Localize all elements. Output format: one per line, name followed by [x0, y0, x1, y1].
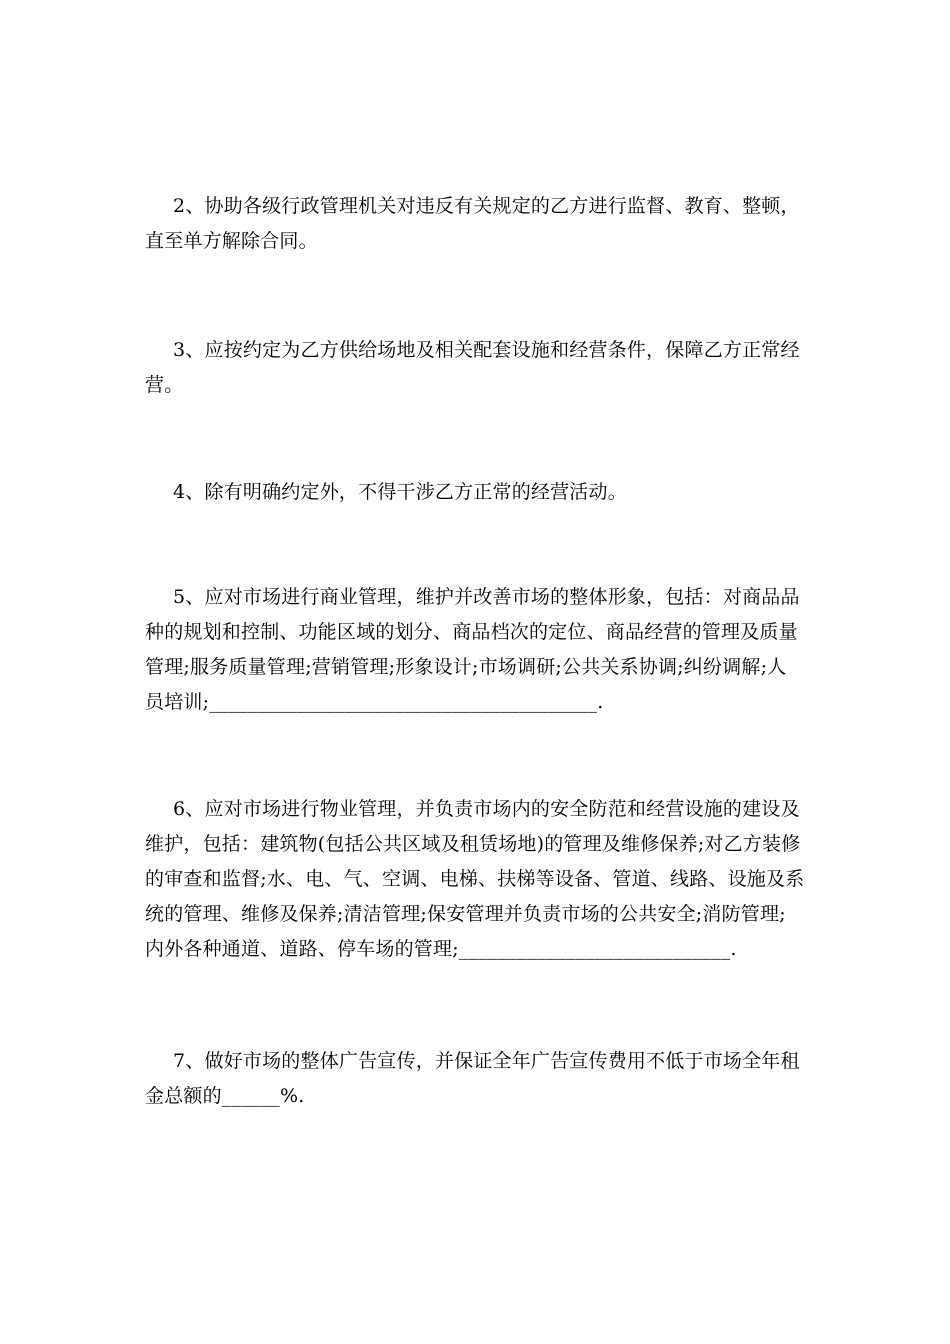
clause-5-line-1: 5、应对市场进行商业管理，维护并改善市场的整体形象，包括：对商品品 — [173, 586, 800, 608]
clause-4-paragraph — [145, 475, 810, 510]
clause-3-line-2: 营。 — [145, 374, 184, 396]
clause-7-line-1: 7、做好市场的整体广告宣传，并保证全年广告宣传费用不低于市场全年租 — [173, 1050, 800, 1072]
clause-2-line-2: 直至单方解除合同。 — [145, 230, 318, 252]
clause-6-line-5: 内外各种通道、道路、停车场的管理;____________________________. — [145, 938, 737, 960]
clause-6-line-1: 6、应对市场进行物业管理，并负责市场内的安全防范和经营设施的建设及 — [173, 798, 800, 820]
clause-6-paragraph — [145, 792, 810, 967]
clause-2-paragraph — [145, 189, 810, 259]
clause-5-line-3: 管理;服务质量管理;营销管理;形象设计;市场调研;公共关系协调;纠纷调解;人 — [145, 656, 787, 678]
clause-7-paragraph — [145, 1044, 810, 1114]
clause-2-line-1: 2、协助各级行政管理机关对违反有关规定的乙方进行监督、教育、整顿， — [173, 195, 800, 217]
clause-4-line-1: 4、除有明确约定外，不得干涉乙方正常的经营活动。 — [173, 481, 627, 503]
clause-7-line-2: 金总额的______%. — [145, 1085, 305, 1107]
clause-5-line-2: 种的规划和控制、功能区域的划分、商品档次的定位、商品经营的管理及质量 — [145, 621, 798, 643]
clause-6-line-2: 维护，包括：建筑物(包括公共区域及租赁场地)的管理及维修保养;对乙方装修 — [145, 833, 801, 855]
clause-3-paragraph — [145, 333, 810, 403]
clause-3-line-1: 3、应按约定为乙方供给场地及相关配套设施和经营条件，保障乙方正常经 — [173, 339, 800, 361]
clause-6-line-3: 的审查和监督;水、电、气、空调、电梯、扶梯等设备、管道、线路、设施及系 — [145, 868, 805, 890]
clause-5-commercial-paragraph — [145, 580, 810, 720]
clause-6-line-4: 统的管理、维修及保养;清洁管理;保安管理并负责市场的公共安全;消防管理; — [145, 903, 786, 925]
clause-5-line-4: 员培训;________________________________________. — [145, 691, 604, 713]
